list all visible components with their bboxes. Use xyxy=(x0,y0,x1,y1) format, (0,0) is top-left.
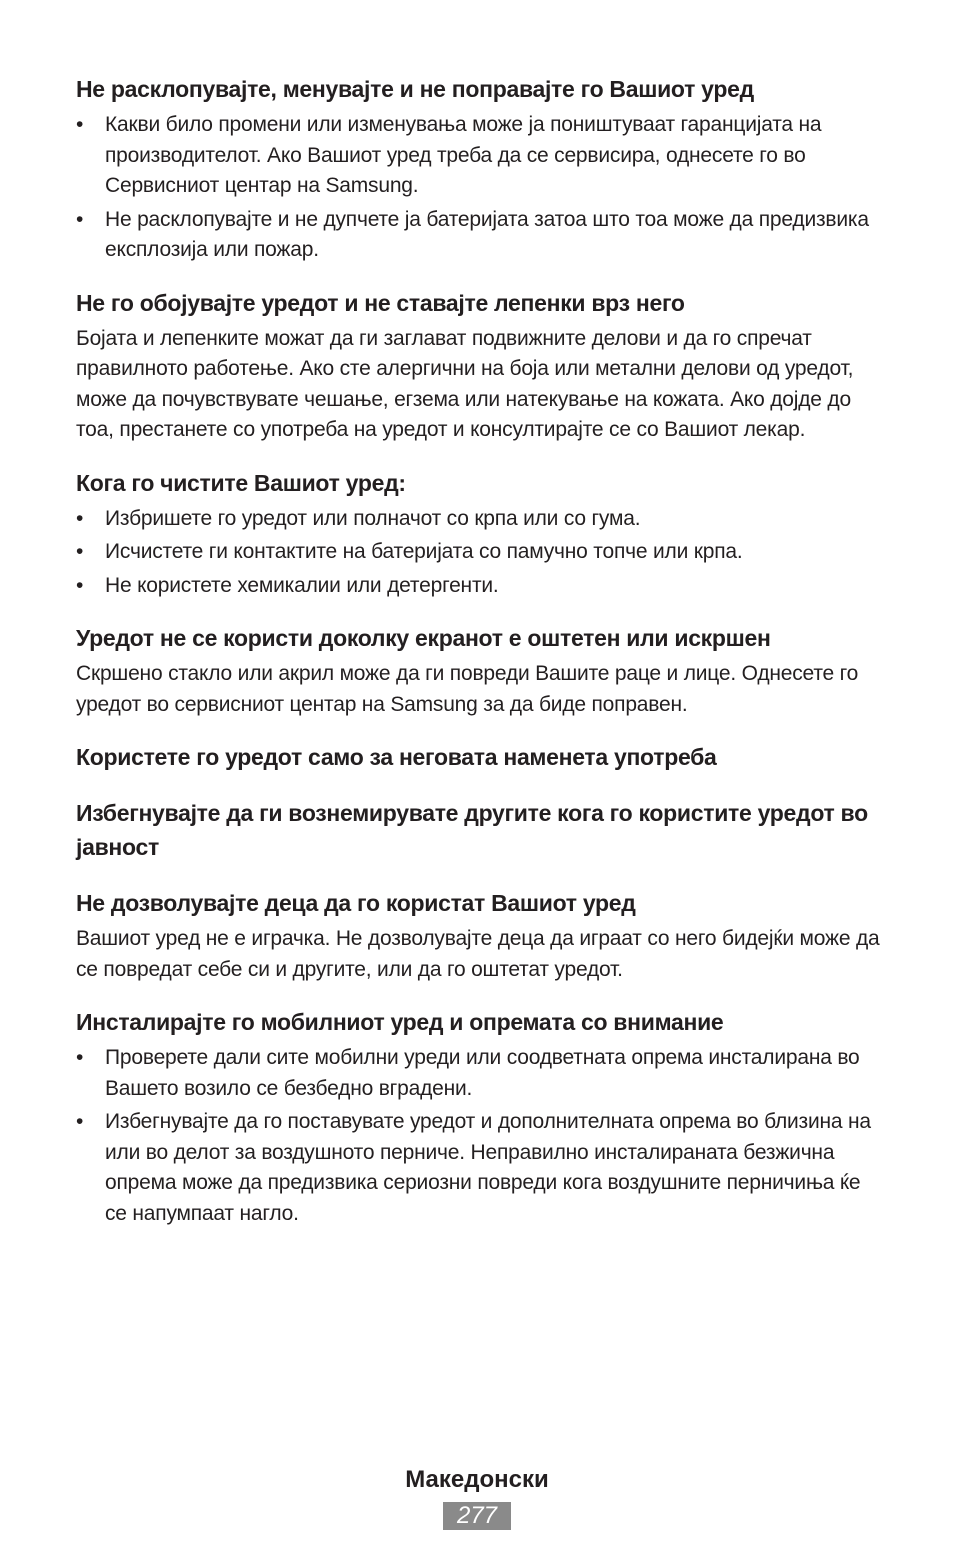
section-paragraph: Скршено стакло или акрил може да ги повреди Вашите раце и лице. Однесете го уредот во сервисниот центар на Samsung за да биде поправен. xyxy=(76,662,859,716)
section-broken-screen xyxy=(76,621,886,720)
bullet-icon: • xyxy=(76,1046,84,1069)
section-paragraph: Бојата и лепенките можат да ги заглават подвижните делови и да го спречат правилното работење. Ако сте алергични на боја или метални делови од уредот, може да почувствувате чешање, егзема или натекување на кожата. Ако дојде до тоа, престанете со употреба на уредот и консултирајте се со Вашиот лекар. xyxy=(76,326,854,441)
list-item: • Какви било промени или изменувања може ја поништуваат гаранцијата на производителот. Ако Вашиот уред треба да се сервисира, однесете го во Сервисниот центар на Samsung. xyxy=(76,110,886,202)
section-heading: Не расклопувајте, менувајте и не поправајте го Вашиот уред xyxy=(76,76,754,102)
bullet-list xyxy=(76,1043,886,1229)
section-cleaning xyxy=(76,466,886,602)
bullet-icon: • xyxy=(76,540,84,563)
section-heading: Уредот не се користи доколку екранот е оштетен или искршен xyxy=(76,625,771,651)
list-item: • Избришете го уредот или полначот со крпа или со гума. xyxy=(76,504,886,535)
list-item: • Избегнувајте да го поставувате уредот и дополнителната опрема во близина на или во делот за воздушното перниче. Неправилно инсталираната безжична опрема може да предизвика сериозни повреди кога воздушните перничиња ќе се напумпаат нагло. xyxy=(76,1107,886,1229)
list-item: • Не користете хемикалии или детергенти. xyxy=(76,571,886,602)
section-heading: Инсталирајте го мобилниот уред и опремата со внимание xyxy=(76,1009,724,1035)
section-heading: Не дозволувајте деца да го користат Вашиот уред xyxy=(76,890,636,916)
bullet-list xyxy=(76,110,886,266)
list-item: • Исчистете ги контактите на батеријата со памучно топче или крпа. xyxy=(76,537,886,568)
section-heading: Кога го чистите Вашиот уред: xyxy=(76,469,406,496)
footer-language: Македонски xyxy=(405,1466,549,1493)
section-heading: Не го обојувајте уредот и не ставајте лепенки врз него xyxy=(76,289,685,316)
page-number: 277 xyxy=(443,1502,511,1530)
section-heading: Избегнувајте да ги вознемирувате другите кога го користите уредот во јавност xyxy=(76,800,868,860)
bullet-icon: • xyxy=(76,207,84,231)
bullet-icon: • xyxy=(76,1110,84,1133)
bullet-icon: • xyxy=(76,573,84,597)
section-paragraph: Вашиот уред не е играчка. Не дозволувајте деца да играат со него бидејќи може да се повредат себе си и другите, или да го оштетат уредот. xyxy=(76,927,880,981)
section-paint-stickers xyxy=(76,286,886,446)
section-children xyxy=(76,886,886,985)
section-disassembly xyxy=(76,72,886,266)
page-footer xyxy=(0,1462,954,1530)
section-public-use xyxy=(76,796,886,864)
bullet-icon: • xyxy=(76,506,84,530)
bullet-list xyxy=(76,504,886,602)
bullet-icon: • xyxy=(76,113,84,136)
section-intended-use xyxy=(76,740,886,774)
list-item: • Проверете дали сите мобилни уреди или соодветната опрема инсталирана во Вашето возило се безбедно вградени. xyxy=(76,1043,886,1104)
document-body xyxy=(76,72,886,1249)
section-installation xyxy=(76,1005,886,1229)
list-item: • Не расклопувајте и не дупчете ја батеријата затоа што тоа може да предизвика експлозија или пожар. xyxy=(76,205,886,266)
section-heading: Користете го уредот само за неговата наменета употреба xyxy=(76,744,717,770)
